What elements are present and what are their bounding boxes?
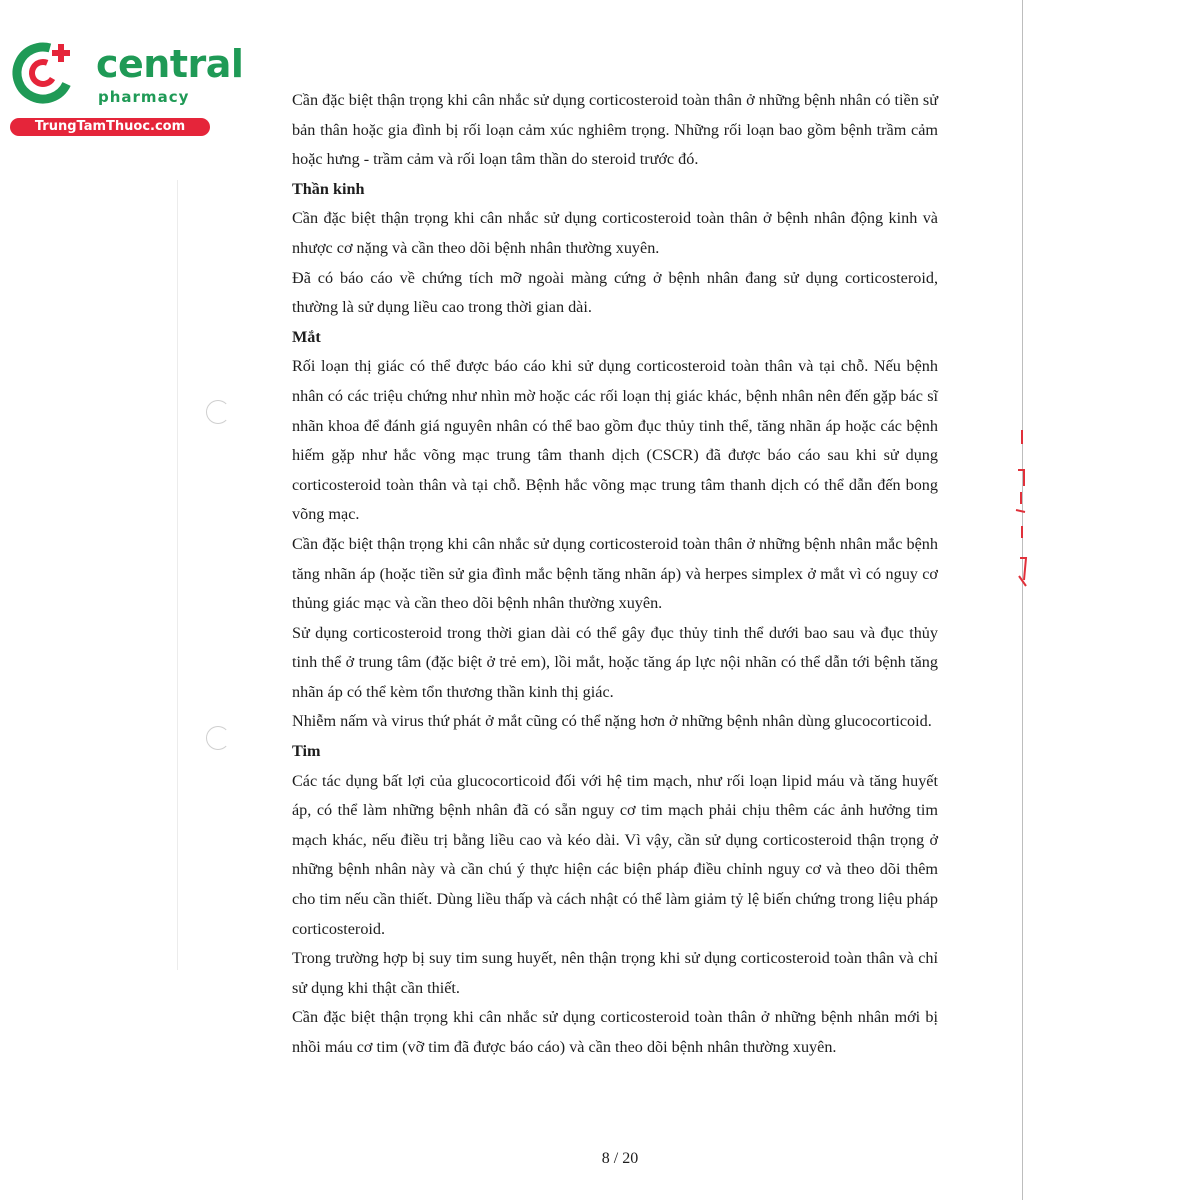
paragraph: Cần đặc biệt thận trọng khi cân nhắc sử dụng corticosteroid toàn thân ở những bệnh nhân mắc bệnh tăng nhãn áp (hoặc tiền sử gia đình mắc bệnh tăng nhãn áp) và herpes simplex ở mắt vì có nguy cơ thủng giác mạc và cần theo dõi bệnh nhân thường xuyên. [292, 534, 938, 613]
central-pharmacy-logo [10, 36, 244, 136]
page-right-edge [1022, 0, 1023, 1200]
paragraph: Cần đặc biệt thận trọng khi cân nhắc sử dụng corticosteroid toàn thân ở bệnh nhân động kinh và nhược cơ nặng và cần theo dõi bệnh nhân thường xuyên. [292, 209, 938, 257]
page-number: 8 / 20 [601, 1150, 639, 1167]
paragraph: Cần đặc biệt thận trọng khi cân nhắc sử dụng corticosteroid toàn thân ở những bệnh nhân có tiền sử bản thân hoặc gia đình bị rối loạn cảm xúc nghiêm trọng. Những rối loạn bao gồm bệnh trầm cảm hoặc hưng - trầm cảm và rối loạn tâm thần do steroid trước đó. [292, 91, 938, 169]
paragraph: Cần đặc biệt thận trọng khi cân nhắc sử dụng corticosteroid toàn thân ở những bệnh nhân mới bị nhồi máu cơ tim (vỡ tim đã được báo cáo) và cần theo dõi bệnh nhân thường xuyên. [292, 1008, 938, 1056]
punch-hole [206, 400, 230, 424]
paragraph: Sử dụng corticosteroid trong thời gian dài có thể gây đục thủy tinh thể dưới bao sau và đục thủy tinh thể ở trung tâm (đặc biệt ở trẻ em), lồi mắt, hoặc tăng áp lực nội nhãn có thể dẫn tới bệnh tăng nhãn áp có thể kèm tổn thương thần kinh thị giác. [292, 623, 938, 701]
paragraph: Nhiễm nấm và virus thứ phát ở mắt cũng có thể nặng hơn ở những bệnh nhân dùng glucocorticoid. [292, 712, 932, 731]
section-heading-tim: Tim [292, 742, 321, 761]
paragraph: Đã có báo cáo về chứng tích mỡ ngoài màng cứng ở bệnh nhân đang sử dụng corticosteroid, thường là sử dụng liều cao trong thời gian dài. [292, 268, 938, 317]
page-left-edge [177, 180, 178, 970]
document-body [292, 86, 938, 1063]
section-heading-mat: Mắt [292, 327, 321, 346]
section-heading-than-kinh: Thần kinh [292, 179, 365, 198]
paragraph: Các tác dụng bất lợi của glucocorticoid đối với hệ tim mạch, như rối loạn lipid máu và tăng huyết áp, có thể làm những bệnh nhân đã có sẵn nguy cơ tim mạch phải chịu thêm các ảnh hưởng tim mạch khác, nếu điều trị bằng liều cao và kéo dài. Vì vậy, cần sử dụng corticosteroid thận trọng ở những bệnh nhân này và cần chú ý thực hiện các biện pháp điều chỉnh nguy cơ và theo dõi thêm cho tim nếu cần thiết. Dùng liều thấp và cách nhật có thể làm giảm tỷ lệ biến chứng trong liệu pháp corticosteroid. [292, 771, 938, 938]
logo-subtitle: pharmacy [98, 88, 190, 106]
punch-hole [206, 726, 230, 750]
paragraph: Rối loạn thị giác có thể được báo cáo khi sử dụng corticosteroid toàn thân và tại chỗ. Nếu bệnh nhân có các triệu chứng như nhìn mờ hoặc các rối loạn thị giác khác, bệnh nhân nên đến gặp bác sĩ nhãn khoa để đánh giá nguyên nhân có thể bao gồm đục thủy tinh thể, tăng nhãn áp hoặc các bệnh hiếm gặp như hắc võng mạc trung tâm thanh dịch (CSCR) đã được báo cáo sau khi sử dụng corticosteroid toàn thân và tại chỗ. Bệnh hắc võng mạc trung tâm thanh dịch có thể dẫn đến bong võng mạc. [292, 357, 938, 524]
pharmacy-cross-icon [10, 36, 80, 106]
paragraph: Trong trường hợp bị suy tim sung huyết, nên thận trọng khi sử dụng corticosteroid toàn thân và chỉ sử dụng khi thật cần thiết. [292, 949, 938, 997]
red-stamp-fragment [1010, 430, 1030, 590]
logo-banner: TrungTamThuoc.com [10, 118, 210, 136]
logo-wordmark: central [96, 42, 244, 86]
